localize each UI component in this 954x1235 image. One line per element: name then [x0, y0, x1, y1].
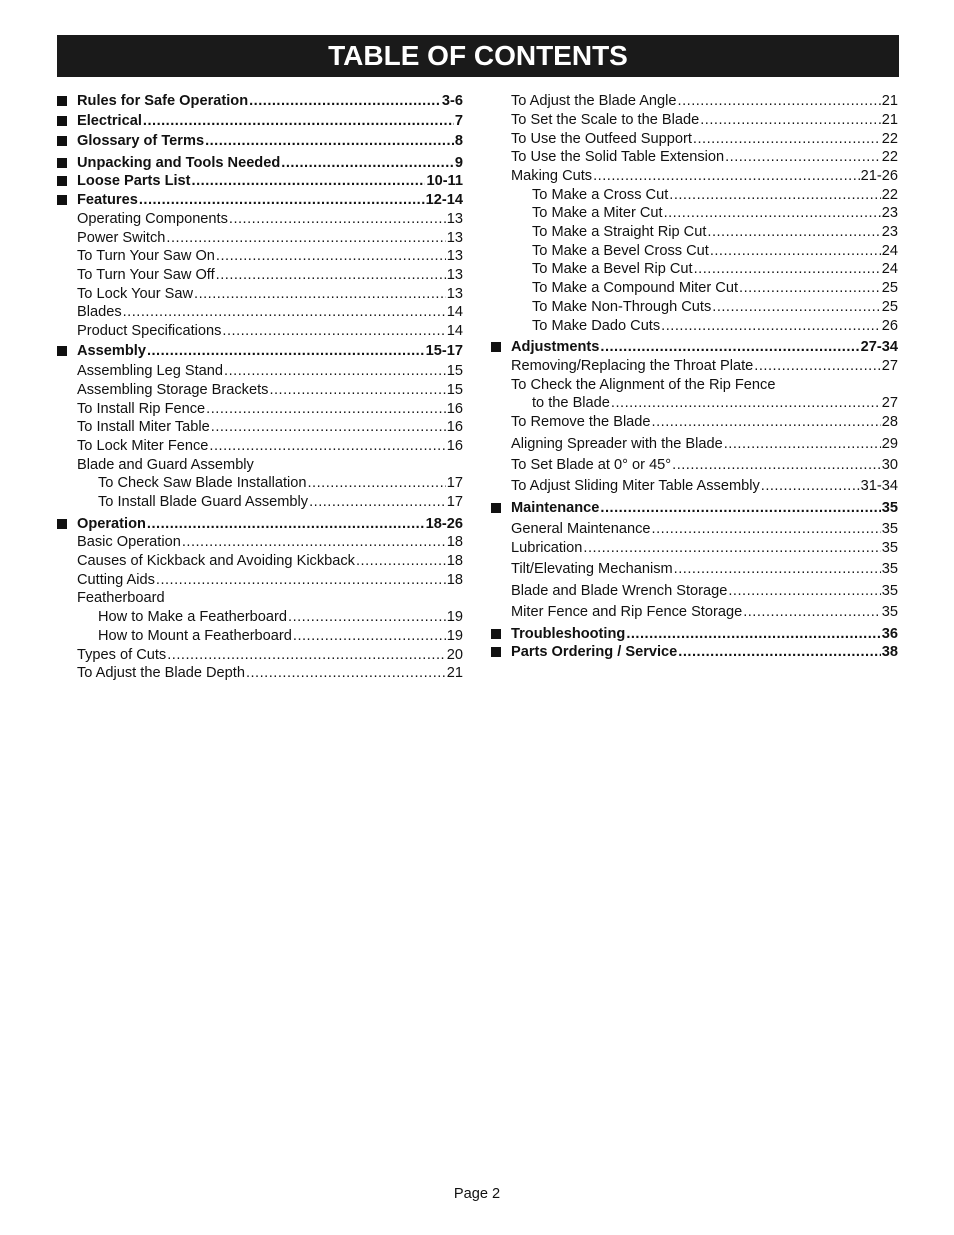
toc-entry	[491, 242, 898, 260]
toc-entry-label: Featherboard	[77, 590, 165, 606]
dot-leader	[661, 317, 881, 335]
toc-entry	[491, 376, 898, 394]
dot-leader	[593, 167, 860, 185]
toc-entry-label: How to Make a Featherboard	[98, 609, 288, 625]
dot-leader	[626, 625, 880, 643]
toc-entry-page: 25	[881, 299, 898, 315]
toc-entry-label: Glossary of Terms	[77, 133, 205, 149]
toc-entry	[491, 499, 898, 517]
dot-leader	[309, 493, 446, 511]
toc-entry-label: Rules for Safe Operation	[77, 93, 249, 109]
toc-entry	[57, 132, 463, 150]
toc-entry	[491, 148, 898, 166]
toc-entry	[57, 627, 463, 645]
dot-leader	[216, 247, 446, 265]
toc-entry	[57, 303, 463, 321]
dot-leader	[216, 266, 446, 284]
toc-entry-label: General Maintenance	[511, 521, 651, 537]
toc-entry-page: 8	[454, 133, 463, 149]
toc-entry-label: To Install Rip Fence	[77, 401, 206, 417]
toc-entry-label: To Use the Solid Table Extension	[511, 149, 725, 165]
dot-leader	[288, 608, 446, 626]
toc-entry-page: 22	[881, 149, 898, 165]
dot-leader	[281, 154, 454, 172]
toc-entry-page: 14	[446, 323, 463, 339]
toc-entry	[57, 322, 463, 340]
toc-entry	[57, 362, 463, 380]
toc-entry-label: Aligning Spreader with the Blade	[511, 436, 723, 452]
toc-entry-label: Maintenance	[511, 500, 600, 516]
toc-entry	[57, 571, 463, 589]
dot-leader	[652, 520, 881, 538]
toc-entry	[491, 338, 898, 356]
toc-entry	[57, 552, 463, 570]
dot-leader	[761, 477, 860, 495]
toc-entry-label: Basic Operation	[77, 534, 181, 550]
square-bullet-icon	[57, 116, 67, 126]
toc-entry-page: 13	[446, 286, 463, 302]
toc-entry-label: To Lock Your Saw	[77, 286, 194, 302]
toc-entry-page: 28	[881, 414, 898, 430]
dot-leader	[224, 362, 446, 380]
toc-entry	[57, 646, 463, 664]
toc-entry	[57, 456, 463, 474]
toc-entry-label: Miter Fence and Rip Fence Storage	[511, 604, 743, 620]
toc-entry-page: 24	[881, 243, 898, 259]
toc-entry	[491, 456, 898, 474]
toc-entry-page: 18-26	[425, 516, 463, 532]
toc-entry-label: Troubleshooting	[511, 626, 626, 642]
toc-entry-page: 18	[446, 553, 463, 569]
dot-leader	[672, 456, 881, 474]
square-bullet-icon	[57, 96, 67, 106]
toc-entry-label: Blade and Blade Wrench Storage	[511, 583, 728, 599]
toc-entry	[57, 608, 463, 626]
dot-leader	[693, 130, 881, 148]
toc-entry-page: 35	[881, 540, 898, 556]
toc-entry	[491, 520, 898, 538]
dot-leader	[206, 400, 446, 418]
toc-entry-label: To Make a Compound Miter Cut	[532, 280, 739, 296]
square-bullet-icon	[491, 629, 501, 639]
toc-entry-page: 13	[446, 211, 463, 227]
square-bullet-icon	[57, 176, 67, 186]
dot-leader	[583, 539, 880, 557]
dot-leader	[293, 627, 446, 645]
toc-entry	[57, 400, 463, 418]
toc-entry	[491, 204, 898, 222]
dot-leader	[674, 560, 881, 578]
dot-leader	[356, 552, 446, 570]
toc-entry-label: To Remove the Blade	[511, 414, 651, 430]
toc-entry-label: Loose Parts List	[77, 173, 191, 189]
toc-entry-page: 35	[881, 604, 898, 620]
dot-leader	[182, 533, 446, 551]
dot-leader	[249, 92, 441, 110]
toc-entry	[57, 474, 463, 492]
toc-entry-label: To Make Dado Cuts	[532, 318, 661, 334]
toc-entry-page: 21-26	[860, 168, 898, 184]
toc-entry-page: 17	[446, 494, 463, 510]
toc-entry-label: Lubrication	[511, 540, 583, 556]
toc-entry	[491, 298, 898, 316]
toc-entry-page: 12-14	[425, 192, 463, 208]
toc-entry-page: 27	[881, 395, 898, 411]
square-bullet-icon	[491, 342, 501, 352]
toc-entry-page: 29	[881, 436, 898, 452]
toc-entry-page: 7	[454, 113, 463, 129]
toc-entry	[491, 477, 898, 495]
toc-entry-label: To Make a Straight Rip Cut	[532, 224, 707, 240]
dot-leader	[205, 132, 454, 150]
toc-entry-label: To Adjust Sliding Miter Table Assembly	[511, 478, 760, 494]
toc-entry	[491, 357, 898, 375]
toc-entry	[491, 317, 898, 335]
toc-entry-page: 13	[446, 230, 463, 246]
dot-leader	[707, 223, 880, 241]
dot-leader	[192, 172, 426, 190]
toc-entry-page: 27	[881, 358, 898, 374]
toc-entry-label: Product Specifications	[77, 323, 222, 339]
toc-entry-label: Tilt/Elevating Mechanism	[511, 561, 673, 577]
dot-leader	[147, 342, 425, 360]
toc-entry-label: Cutting Aids	[77, 572, 155, 588]
dot-leader	[147, 515, 425, 533]
toc-entry	[491, 167, 898, 185]
dot-leader	[167, 646, 446, 664]
toc-entry	[491, 394, 898, 412]
square-bullet-icon	[57, 195, 67, 205]
toc-entry-label: To Install Blade Guard Assembly	[98, 494, 309, 510]
toc-entry-page: 21	[881, 93, 898, 109]
dot-leader	[652, 413, 881, 431]
dot-leader	[728, 582, 880, 600]
toc-entry-page: 3-6	[441, 93, 463, 109]
toc-entry	[491, 582, 898, 600]
toc-entry	[491, 223, 898, 241]
dot-leader	[678, 92, 881, 110]
toc-entry-label: To Make a Bevel Rip Cut	[532, 261, 693, 277]
dot-leader	[229, 210, 446, 228]
toc-entry-label: Power Switch	[77, 230, 166, 246]
toc-entry-page: 16	[446, 401, 463, 417]
toc-entry	[57, 247, 463, 265]
toc-entry-label: To Set Blade at 0° or 45°	[511, 457, 672, 473]
toc-entry-label: How to Mount a Featherboard	[98, 628, 292, 644]
toc-entry-label: Assembling Leg Stand	[77, 363, 224, 379]
dot-leader	[710, 242, 881, 260]
toc-entry-page: 19	[446, 628, 463, 644]
toc-entry	[57, 418, 463, 436]
square-bullet-icon	[57, 346, 67, 356]
toc-entry-label: Causes of Kickback and Avoiding Kickback	[77, 553, 355, 569]
dot-leader	[678, 643, 880, 661]
toc-entry	[57, 172, 463, 190]
toc-entry	[491, 539, 898, 557]
toc-entry-page: 24	[881, 261, 898, 277]
toc-entry	[57, 493, 463, 511]
toc-entry	[491, 603, 898, 621]
toc-entry-label: To Make Non-Through Cuts	[532, 299, 712, 315]
toc-entry-page: 18	[446, 534, 463, 550]
toc-entry	[57, 229, 463, 247]
toc-entry-label: To Check the Alignment of the Rip Fence	[511, 377, 776, 393]
toc-entry-label: Features	[77, 192, 138, 208]
toc-entry-label: To Make a Miter Cut	[532, 205, 663, 221]
toc-entry-page: 18	[446, 572, 463, 588]
dot-leader	[269, 381, 445, 399]
toc-entry-label: To Make a Cross Cut	[532, 187, 669, 203]
toc-entry-page: 13	[446, 267, 463, 283]
toc-entry	[491, 186, 898, 204]
toc-entry-page: 16	[446, 419, 463, 435]
toc-entry-label: To Use the Outfeed Support	[511, 131, 692, 147]
dot-leader	[724, 435, 881, 453]
toc-entry-label: Operation	[77, 516, 146, 532]
toc-entry	[57, 342, 463, 360]
square-bullet-icon	[57, 136, 67, 146]
dot-leader	[669, 186, 881, 204]
toc-entry	[57, 664, 463, 682]
dot-leader	[166, 229, 445, 247]
toc-entry-label: To Make a Bevel Cross Cut	[532, 243, 709, 259]
toc-entry-page: 36	[881, 626, 898, 642]
toc-entry-page: 10-11	[426, 173, 463, 189]
toc-entry-label: To Check Saw Blade Installation	[98, 475, 307, 491]
toc-entry-label: To Adjust the Blade Depth	[77, 665, 245, 681]
toc-entry-label: To Turn Your Saw On	[77, 248, 215, 264]
toc-entry	[57, 515, 463, 533]
toc-entry-label: Types of Cuts	[77, 647, 167, 663]
toc-entry	[491, 413, 898, 431]
toc-entry-page: 20	[446, 647, 463, 663]
toc-entry	[57, 266, 463, 284]
toc-entry	[491, 130, 898, 148]
toc-entry-label: Electrical	[77, 113, 142, 129]
toc-entry-label: To Lock Miter Fence	[77, 438, 209, 454]
toc-entry-label: To Adjust the Blade Angle	[511, 93, 677, 109]
square-bullet-icon	[491, 503, 501, 513]
toc-entry-page: 22	[881, 187, 898, 203]
toc-entry	[491, 92, 898, 110]
dot-leader	[725, 148, 881, 166]
toc-entry-page: 9	[454, 155, 463, 171]
toc-entry-label: To Set the Scale to the Blade	[511, 112, 700, 128]
dot-leader	[743, 603, 881, 621]
toc-entry	[491, 560, 898, 578]
toc-entry	[491, 111, 898, 129]
toc-entry	[57, 533, 463, 551]
toc-entry-page: 23	[881, 224, 898, 240]
toc-entry-label: Assembling Storage Brackets	[77, 382, 269, 398]
square-bullet-icon	[57, 158, 67, 168]
toc-entry	[57, 210, 463, 228]
toc-entry-page: 15	[446, 363, 463, 379]
toc-entry-page: 15	[446, 382, 463, 398]
dot-leader	[307, 474, 445, 492]
toc-entry	[491, 435, 898, 453]
toc-entry-page: 35	[881, 521, 898, 537]
title-banner	[57, 35, 899, 77]
toc-entry-page: 35	[881, 583, 898, 599]
dot-leader	[209, 437, 445, 455]
toc-entry-label: Operating Components	[77, 211, 228, 227]
square-bullet-icon	[491, 647, 501, 657]
toc-entry	[57, 285, 463, 303]
toc-entry-label: to the Blade	[532, 395, 610, 411]
page-title: TABLE OF CONTENTS	[328, 40, 628, 71]
toc-entry-page: 35	[881, 561, 898, 577]
toc-entry	[491, 643, 898, 661]
dot-leader	[712, 298, 881, 316]
toc-entry-page: 15-17	[425, 343, 463, 359]
toc-entry	[491, 279, 898, 297]
toc-entry-label: Blades	[77, 304, 122, 320]
dot-leader	[139, 191, 425, 209]
toc-entry-page: 38	[881, 644, 898, 660]
dot-leader	[194, 285, 446, 303]
dot-leader	[600, 338, 859, 356]
dot-leader	[600, 499, 880, 517]
toc-entry-label: Parts Ordering / Service	[511, 644, 678, 660]
toc-entry	[491, 625, 898, 643]
dot-leader	[222, 322, 445, 340]
toc-entry	[57, 437, 463, 455]
toc-entry-page: 25	[881, 280, 898, 296]
toc-entry-page: 13	[446, 248, 463, 264]
toc-entry-page: 14	[446, 304, 463, 320]
toc-entry-label: Making Cuts	[511, 168, 593, 184]
dot-leader	[694, 260, 881, 278]
toc-entry-page: 26	[881, 318, 898, 334]
toc-entry	[57, 112, 463, 130]
toc-entry-page: 21	[446, 665, 463, 681]
toc-entry	[57, 191, 463, 209]
toc-entry	[491, 260, 898, 278]
toc-entry-label: To Turn Your Saw Off	[77, 267, 215, 283]
toc-entry-page: 19	[446, 609, 463, 625]
dot-leader	[611, 394, 881, 412]
toc-entry-label: Removing/Replacing the Throat Plate	[511, 358, 754, 374]
dot-leader	[739, 279, 881, 297]
toc-entry-page: 17	[446, 475, 463, 491]
toc-entry	[57, 381, 463, 399]
toc-entry-page: 31-34	[860, 478, 898, 494]
square-bullet-icon	[57, 519, 67, 529]
toc-entry-label: To Install Miter Table	[77, 419, 210, 435]
toc-entry-page: 23	[881, 205, 898, 221]
dot-leader	[664, 204, 881, 222]
dot-leader	[246, 664, 446, 682]
toc-entry-label: Adjustments	[511, 339, 600, 355]
dot-leader	[211, 418, 446, 436]
dot-leader	[123, 303, 446, 321]
dot-leader	[754, 357, 880, 375]
toc-entry-label: Unpacking and Tools Needed	[77, 155, 281, 171]
toc-entry-page: 21	[881, 112, 898, 128]
dot-leader	[156, 571, 446, 589]
toc-entry-page: 27-34	[860, 339, 898, 355]
page-number: Page 2	[453, 1186, 501, 1202]
toc-entry	[57, 154, 463, 172]
toc-entry-label: Assembly	[77, 343, 146, 359]
toc-entry-page: 35	[881, 500, 898, 516]
toc-entry-label: Blade and Guard Assembly	[77, 457, 254, 473]
dot-leader	[700, 111, 881, 129]
dot-leader	[143, 112, 454, 130]
toc-entry-page: 22	[881, 131, 898, 147]
toc-entry-page: 16	[446, 438, 463, 454]
toc-entry	[57, 92, 463, 110]
toc-entry	[57, 589, 463, 607]
toc-entry-page: 30	[881, 457, 898, 473]
